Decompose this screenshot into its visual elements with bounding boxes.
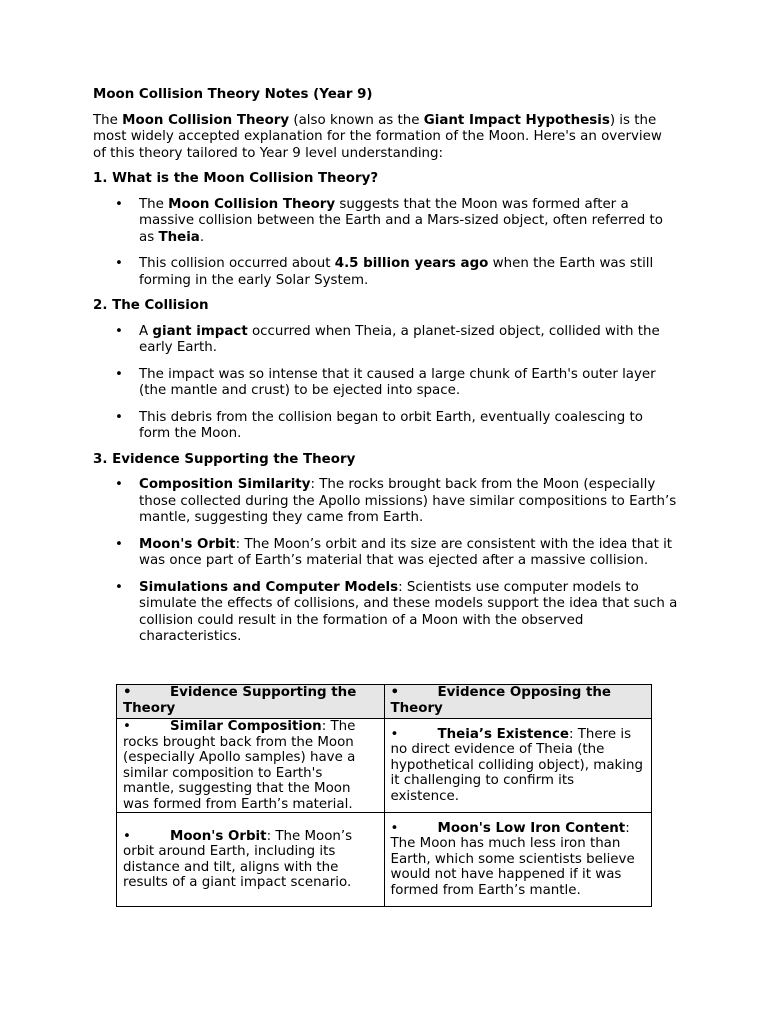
list-item: • Composition Similarity: The rocks brought back from the Moon (especially those collected during the Apollo missions) have similar compositions to Earth’s mantle, suggesting they came from Earth. bbox=[115, 477, 677, 525]
evidence-table bbox=[116, 684, 652, 907]
table-cell: • Similar Composition: The rocks brought back from the Moon (especially Apollo samples) have a similar composition to Earth's mantle, suggesting that the Moon was formed from Earth’s material. bbox=[117, 719, 385, 813]
bullet-icon: • bbox=[115, 256, 123, 271]
section-heading-1: 1. What is the Moon Collision Theory? bbox=[93, 171, 379, 186]
bullet-icon: • bbox=[123, 685, 132, 700]
bullet-icon: • bbox=[115, 323, 123, 339]
intro-paragraph bbox=[93, 113, 678, 163]
table-cell: • Moon's Orbit: The Moon’s orbit around Earth, including its distance and tilt, aligns with the results of a giant impact scenario. bbox=[117, 813, 385, 907]
bullet-icon: • bbox=[390, 820, 399, 836]
list-item: • Moon's Orbit: The Moon’s orbit and its size are consistent with the idea that it was once part of Earth’s material that was ejected after a massive collision. bbox=[115, 536, 673, 568]
bullet-icon: • bbox=[115, 579, 123, 595]
page-title: Moon Collision Theory Notes (Year 9) bbox=[93, 87, 373, 102]
intro-bold-term: Giant Impact Hypothesis bbox=[423, 112, 610, 128]
section-3-list bbox=[93, 477, 678, 646]
table-cell: • Theia’s Existence: There is no direct evidence of Theia (the hypothetical colliding object), making it challenging to confirm its existence. bbox=[384, 719, 652, 813]
intro-text: The bbox=[93, 112, 123, 128]
table-header-cell: • Evidence Supporting the Theory bbox=[117, 685, 385, 719]
list-item: • This collision occurred about 4.5 billion years ago when the Earth was still forming in the early Solar System. bbox=[115, 256, 654, 288]
bullet-icon: • bbox=[390, 685, 400, 700]
section-2-list bbox=[93, 324, 678, 443]
section-heading-3: 3. Evidence Supporting the Theory bbox=[93, 451, 356, 467]
table-row bbox=[117, 719, 652, 813]
bullet-icon: • bbox=[115, 366, 123, 382]
list-item: • The impact was so intense that it caused a large chunk of Earth's outer layer (the mantle and crust) to be ejected into space. bbox=[115, 366, 656, 398]
list-item: • The Moon Collision Theory suggests that the Moon was formed after a massive collision between the Earth and a Mars-sized object, often referred to as Theia. bbox=[115, 196, 663, 245]
intro-text: (also known as the bbox=[289, 112, 424, 128]
table-header-cell: • Evidence Opposing the Theory bbox=[384, 685, 652, 719]
bullet-icon: • bbox=[115, 536, 123, 552]
list-item: • Simulations and Computer Models: Scientists use computer models to simulate the effects of collisions, and these models support the idea that such a collision could result in the formation of a Moon with the observed characteristics. bbox=[115, 579, 678, 644]
table-row bbox=[117, 813, 652, 907]
bullet-icon: • bbox=[115, 196, 123, 212]
intro-text: ) is the most widely accepted explanation for the formation of the Moon. Here's an overview of this theory tailored to Year 9 level understanding: bbox=[93, 112, 662, 161]
bullet-icon: • bbox=[123, 828, 131, 844]
list-item: • A giant impact occurred when Theia, a planet-sized object, collided with the early Earth. bbox=[115, 323, 660, 355]
bullet-icon: • bbox=[115, 477, 123, 492]
section-heading-2: 2. The Collision bbox=[93, 298, 209, 313]
intro-bold-term: Moon Collision Theory bbox=[122, 112, 290, 128]
bullet-icon: • bbox=[115, 409, 123, 425]
document-body bbox=[93, 87, 678, 655]
bullet-icon: • bbox=[390, 726, 399, 742]
section-1-list bbox=[93, 197, 678, 290]
table-cell: • Moon's Low Iron Content: The Moon has much less iron than Earth, which some scientists believe would not have happened if it was formed from Earth’s mantle. bbox=[384, 813, 652, 907]
list-item: • This debris from the collision began to orbit Earth, eventually coalescing to form the Moon. bbox=[115, 409, 643, 441]
table-header-row bbox=[117, 685, 652, 719]
bullet-icon: • bbox=[123, 719, 131, 734]
